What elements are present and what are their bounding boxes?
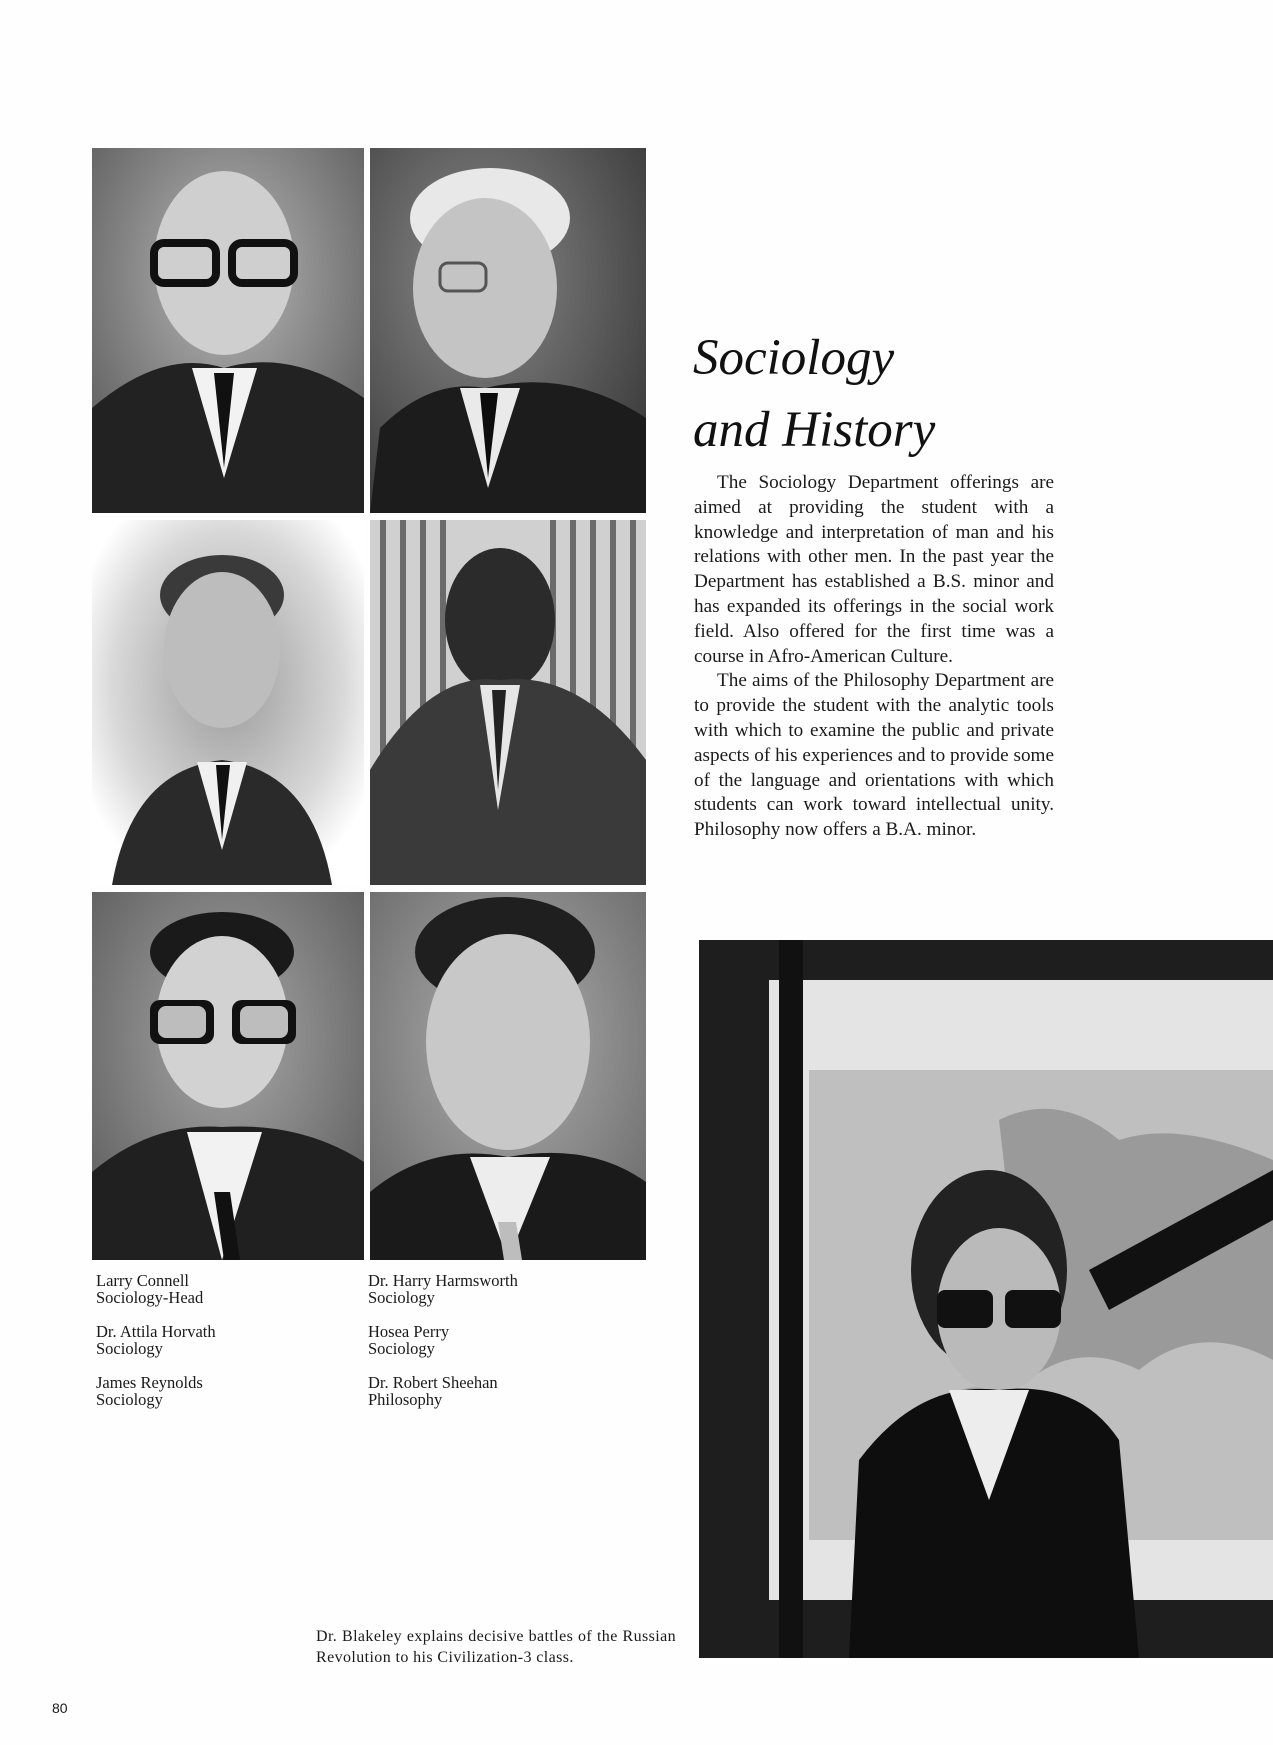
faculty-roster-left [96, 1273, 216, 1426]
page-title [693, 322, 1153, 466]
faculty-name: Dr. Attila Horvath [96, 1322, 216, 1341]
faculty-entry [96, 1324, 216, 1357]
faculty-name: Larry Connell [96, 1271, 190, 1290]
portrait-photo-4 [370, 520, 646, 885]
portrait-photo-2 [370, 148, 646, 513]
faculty-entry [368, 1324, 518, 1357]
faculty-dept: Sociology [96, 1338, 163, 1358]
faculty-name: Dr. Harry Harmsworth [368, 1271, 518, 1290]
faculty-entry [368, 1375, 518, 1408]
faculty-dept: Sociology-Head [96, 1287, 204, 1307]
faculty-dept: Sociology [96, 1389, 163, 1409]
portrait-photo-1 [92, 148, 364, 513]
faculty-entry [96, 1375, 216, 1408]
faculty-dept: Sociology [368, 1287, 435, 1307]
faculty-entry [368, 1273, 518, 1306]
faculty-roster-right [368, 1273, 518, 1426]
portrait-photo-6 [370, 892, 646, 1260]
photo-caption: Dr. Blakeley explains decisive battles of the Russian Revolution to his Civilization-3 class. [316, 1628, 676, 1666]
faculty-dept: Sociology [368, 1338, 435, 1358]
paragraph-sociology: The Sociology Department offerings are aimed at providing the student with a knowledge and interpretation of man and his relations with other men. In the past year the Department has established a B.S. minor and has expanded its offerings in the social work field. Also offered for the first time was a course in Afro-American Culture. [694, 472, 1054, 667]
page-number: 80 [52, 1700, 68, 1716]
title-line-1: Sociology [693, 330, 895, 386]
classroom-photo [699, 940, 1273, 1658]
faculty-entry [96, 1273, 216, 1306]
title-line-2: and History [693, 402, 936, 458]
faculty-name: Hosea Perry [368, 1322, 450, 1341]
paragraph-philosophy: The aims of the Philosophy Department are to provide the student with the analytic tools with which to examine the public and private aspects of his experiences and to provide some of the language and orientations with which students can work toward intellectual unity. Philosophy now offers a B.A. minor. [694, 670, 1054, 841]
faculty-name: James Reynolds [96, 1373, 203, 1392]
faculty-name: Dr. Robert Sheehan [368, 1373, 498, 1392]
department-description [694, 471, 1054, 843]
portrait-photo-5 [92, 892, 364, 1260]
faculty-dept: Philosophy [368, 1389, 443, 1409]
portrait-photo-3 [92, 520, 364, 885]
